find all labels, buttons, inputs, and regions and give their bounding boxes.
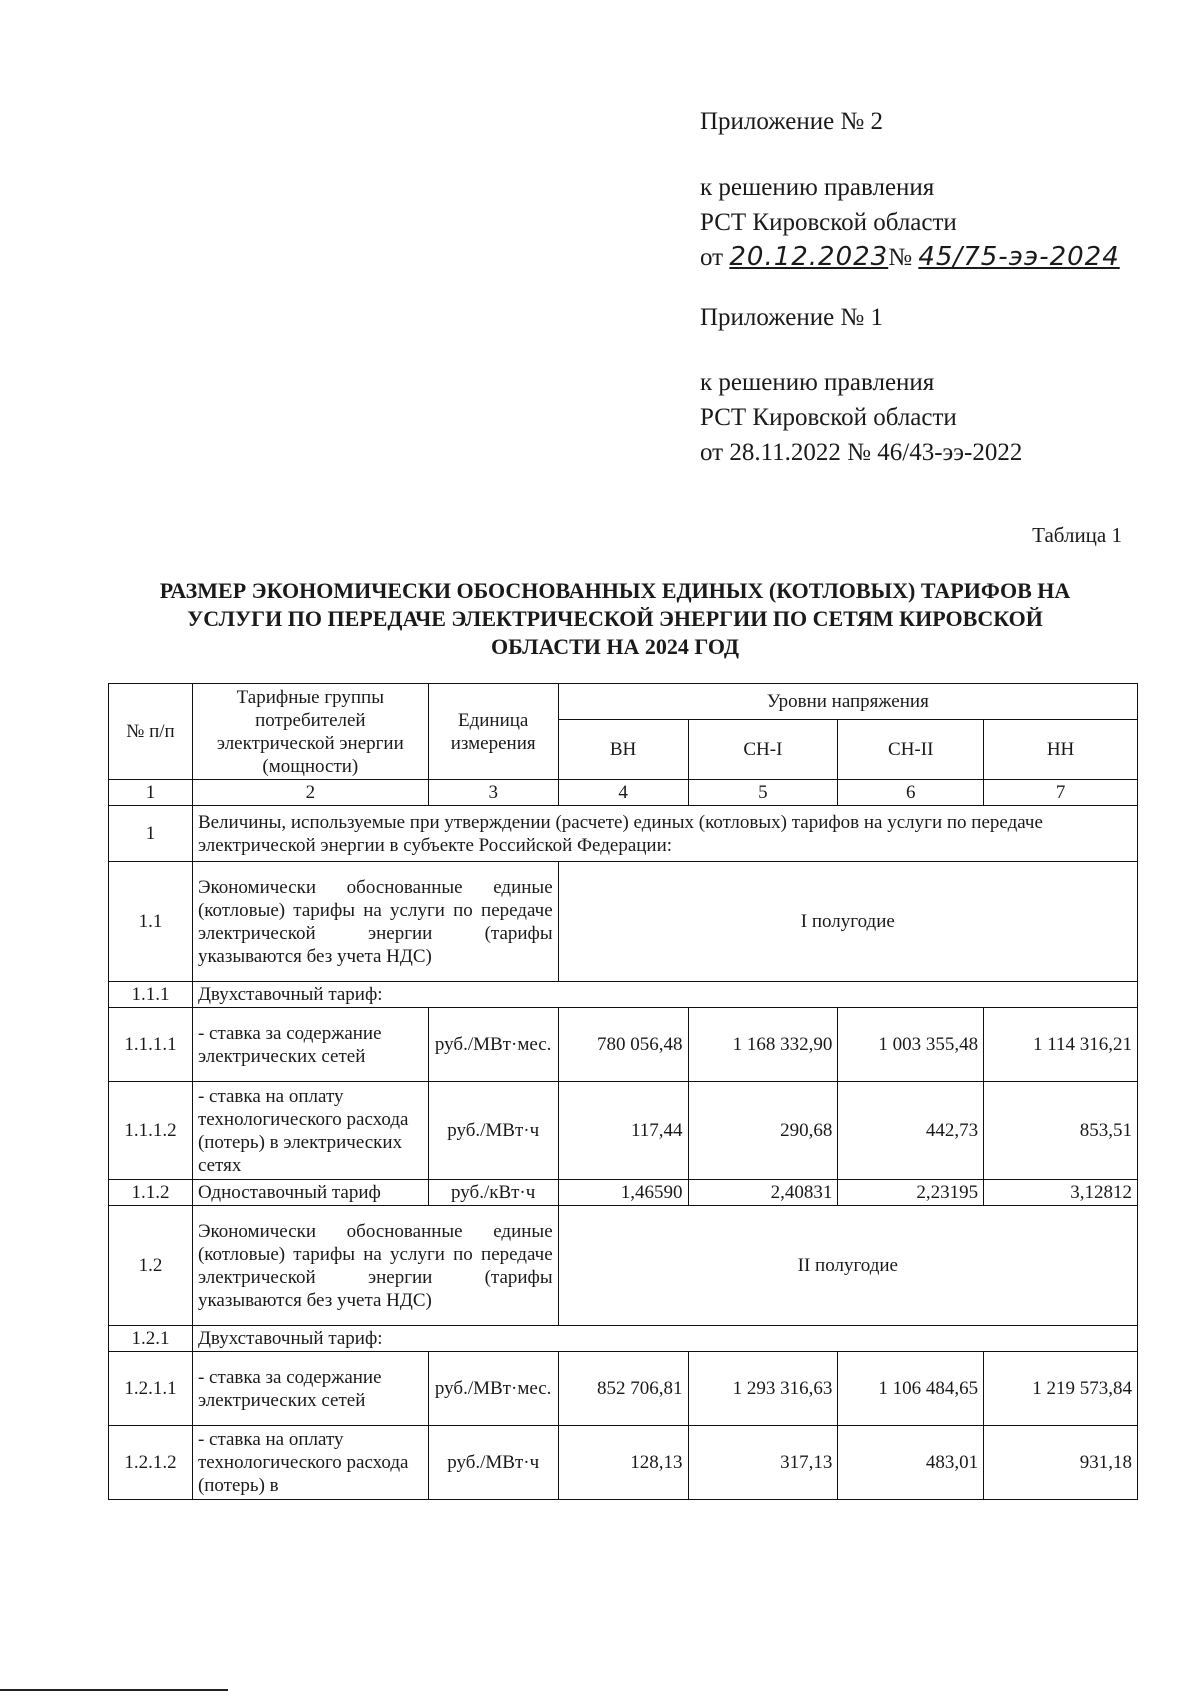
row-num: 1.1.2 [109, 1180, 193, 1206]
value-sn1: 317,13 [688, 1426, 838, 1500]
value-nn: 853,51 [984, 1082, 1138, 1180]
value-vn: 1,46590 [558, 1180, 688, 1206]
row-text: - ставка на оплату технологического расхода (потерь) в [192, 1426, 428, 1500]
col-number: 2 [192, 780, 428, 806]
annex1-title-block [700, 300, 883, 335]
annex2-line1: к решению правления [700, 174, 935, 201]
annex1-reference [700, 365, 1022, 470]
row-num: 1.2.1 [109, 1326, 193, 1352]
table-row [109, 1008, 1138, 1082]
column-number-row [109, 780, 1138, 806]
period-label: II полугодие [558, 1206, 1137, 1326]
annex2-title-block [700, 104, 883, 139]
table-row [109, 1082, 1138, 1180]
row-num: 1.1.1 [109, 982, 193, 1008]
annex1-line2: РСТ Кировской области [700, 404, 957, 431]
row-text: Одноставочный тариф [192, 1180, 428, 1206]
row-text: Экономически обоснованные единые (котловые) тарифы на услуги по передаче электрической энергии (тарифы указываются без учета НДС) [192, 1206, 558, 1326]
row-unit: руб./МВт·мес. [428, 1008, 558, 1082]
value-sn2: 1 003 355,48 [838, 1008, 984, 1082]
table-row [109, 1352, 1138, 1426]
value-vn: 852 706,81 [558, 1352, 688, 1426]
row-text: - ставка на оплату технологического расхода (потерь) в электрических сетях [192, 1082, 428, 1180]
title-line-3: ОБЛАСТИ НА 2024 ГОД [490, 634, 740, 659]
table-label: Таблица 1 [1032, 523, 1122, 547]
table-row [109, 1206, 1138, 1326]
row-num: 1.2.1.1 [109, 1352, 193, 1426]
row-text: - ставка за содержание электрических сетей [192, 1352, 428, 1426]
table-row [109, 982, 1138, 1008]
title-line-1: РАЗМЕР ЭКОНОМИЧЕСКИ ОБОСНОВАННЫХ ЕДИНЫХ (КОТЛОВЫХ) ТАРИФОВ НА [159, 578, 1071, 603]
value-sn2: 1 106 484,65 [838, 1352, 984, 1426]
header-nn: НН [984, 720, 1138, 780]
row-text: Экономически обоснованные единые (котловые) тарифы на услуги по передаче электрической энергии (тарифы указываются без учета НДС) [192, 862, 558, 982]
value-vn: 780 056,48 [558, 1008, 688, 1082]
value-sn2: 483,01 [838, 1426, 984, 1500]
row-num: 1.2.1.2 [109, 1426, 193, 1500]
col-number: 4 [558, 780, 688, 806]
col-number: 5 [688, 780, 838, 806]
row-num: 1 [109, 806, 193, 862]
row-num: 1.1 [109, 862, 193, 982]
row-unit: руб./кВт·ч [428, 1180, 558, 1206]
header-sn2: СН-II [838, 720, 984, 780]
value-vn: 128,13 [558, 1426, 688, 1500]
document-title [100, 577, 1130, 661]
annex2-reference [700, 170, 1120, 275]
annex1-title: Приложение № 1 [700, 304, 884, 331]
footnote-divider [0, 1689, 228, 1691]
value-sn2: 2,23195 [838, 1180, 984, 1206]
header-unit: Единица измерения [428, 684, 558, 780]
table-row [109, 1180, 1138, 1206]
col-number: 6 [838, 780, 984, 806]
annex2-handwritten-date: 20.12.2023 [729, 242, 889, 272]
value-vn: 117,44 [558, 1082, 688, 1180]
value-sn1: 1 293 316,63 [688, 1352, 838, 1426]
col-number: 7 [984, 780, 1138, 806]
section-text: Величины, используемые при утверждении (расчете) единых (котловых) тарифов на услуги по передаче электрической энергии в субъекте Российской Федерации: [192, 806, 1137, 862]
value-nn: 3,12812 [984, 1180, 1138, 1206]
table-row [109, 1326, 1138, 1352]
title-line-2: УСЛУГИ ПО ПЕРЕДАЧЕ ЭЛЕКТРИЧЕСКОЙ ЭНЕРГИИ ПО СЕТЯМ КИРОВСКОЙ [187, 606, 1043, 631]
row-text: - ставка за содержание электрических сетей [192, 1008, 428, 1082]
annex2-number-prefix: № [888, 244, 913, 271]
col-number: 1 [109, 780, 193, 806]
annex2-handwritten-number: 45/75-ээ-2024 [918, 242, 1120, 272]
table-row [109, 1426, 1138, 1500]
header-vn: ВН [558, 720, 688, 780]
value-nn: 931,18 [984, 1426, 1138, 1500]
table-row [109, 862, 1138, 982]
row-unit: руб./МВт·ч [428, 1082, 558, 1180]
annex1-line1: к решению правления [700, 369, 935, 396]
annex2-date-line [700, 240, 1120, 275]
annex2-title: Приложение № 2 [700, 108, 884, 135]
tariff-table [108, 683, 1138, 1500]
row-num: 1.1.1.1 [109, 1008, 193, 1082]
row-unit: руб./МВт·мес. [428, 1352, 558, 1426]
value-nn: 1 219 573,84 [984, 1352, 1138, 1426]
value-sn2: 442,73 [838, 1082, 984, 1180]
header-num: № п/п [109, 684, 193, 780]
header-voltage-levels: Уровни напряжения [558, 684, 1137, 720]
row-unit: руб./МВт·ч [428, 1426, 558, 1500]
row-num: 1.2 [109, 1206, 193, 1326]
header-tariff-groups: Тарифные группы потребителей электрической энергии (мощности) [192, 684, 428, 780]
period-label: I полугодие [558, 862, 1137, 982]
row-num: 1.1.1.2 [109, 1082, 193, 1180]
annex2-line2: РСТ Кировской области [700, 209, 957, 236]
row-text: Двухставочный тариф: [192, 1326, 1137, 1352]
value-sn1: 290,68 [688, 1082, 838, 1180]
value-nn: 1 114 316,21 [984, 1008, 1138, 1082]
annex1-line3: от 28.11.2022 № 46/43-ээ-2022 [700, 439, 1023, 466]
value-sn1: 2,40831 [688, 1180, 838, 1206]
header-sn1: СН-I [688, 720, 838, 780]
annex2-date-prefix: от [700, 244, 724, 271]
col-number: 3 [428, 780, 558, 806]
row-text: Двухставочный тариф: [192, 982, 1137, 1008]
table-row [109, 806, 1138, 862]
value-sn1: 1 168 332,90 [688, 1008, 838, 1082]
